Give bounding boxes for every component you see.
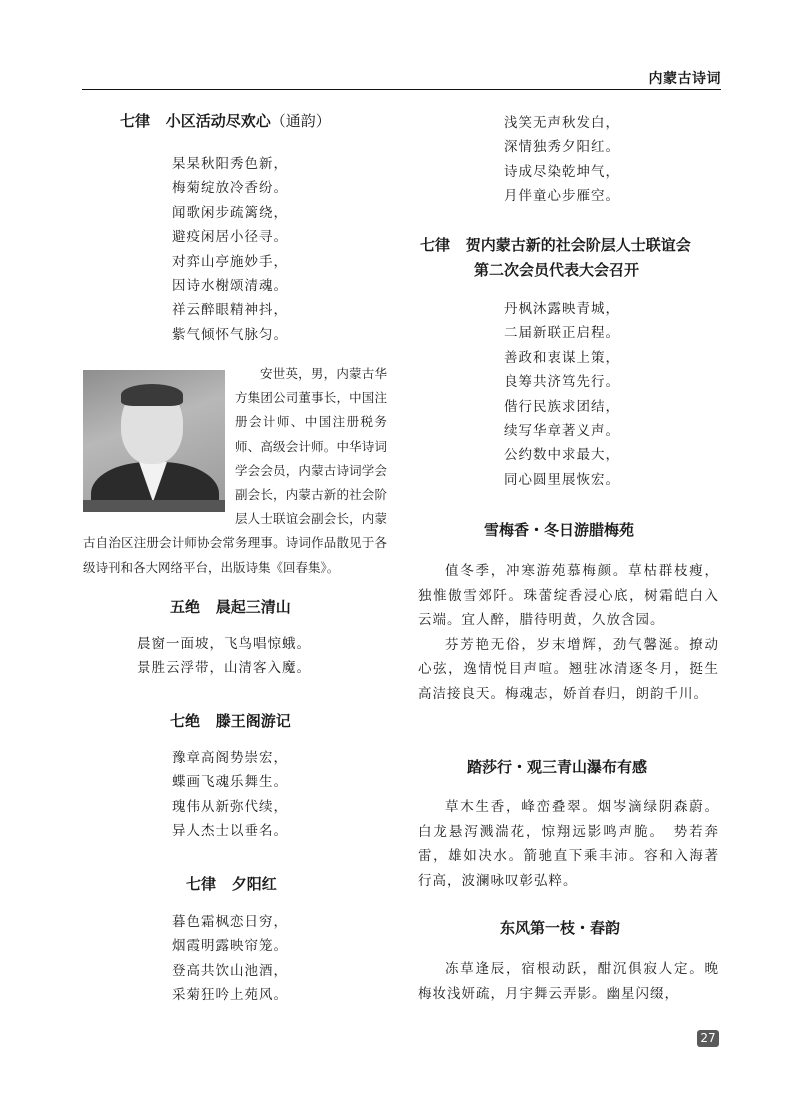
poem-line: 蝶画飞魂乐舞生。	[172, 774, 288, 791]
poem-line: 瑰伟从新弥代续，	[172, 798, 288, 815]
poem2-name: 晨起三清山	[215, 598, 291, 616]
poem4-title	[186, 874, 277, 894]
author-bio	[83, 362, 387, 580]
poem2-title	[170, 597, 291, 617]
page-number: 27	[697, 1030, 719, 1047]
author-photo	[83, 370, 225, 512]
ci-paragraph: 芬芳艳无俗，岁末增辉，劲气馨涎。撩动心弦，逸情悦目声喧。翘驻冰清逐冬月，挺生高洁接良天。梅魂志，娇首春归，朗韵千川。	[418, 636, 719, 702]
ci3-title: 东风第一枝・春韵	[500, 919, 621, 937]
poem-line: 闻歌闲步疏篱绕，	[172, 204, 288, 221]
poem3-title	[170, 711, 291, 731]
ci3-text	[418, 957, 719, 1006]
poem3-lines	[172, 746, 288, 844]
poem5-form: 七律	[420, 236, 451, 254]
ci-paragraph: 值冬季，冲寒游苑慕梅颜。草枯群枝瘦，独惟傲雪郊阡。珠蕾绽香浸心底，树霜皑白入云端。宜人醉，腊待明黄，久放含园。	[418, 563, 719, 628]
poem2-lines	[137, 632, 311, 681]
poem-line: 深情独秀夕阳红。	[504, 139, 620, 156]
poem-line: 梅菊绽放冷香纷。	[172, 180, 288, 197]
header-rule	[82, 89, 721, 90]
poem5-title	[420, 235, 691, 255]
poem-line: 偕行民族求团结，	[504, 398, 620, 415]
poem4-lines	[172, 910, 288, 1008]
ci-paragraph: 草木生香，峰峦叠翠。烟岑滴绿阴森蔚。白龙悬泻溅湍花，惊翔远影鸣声脆。 势若奔雷，雄如决水。箭驰直下乘丰沛。容和入海著行高，波澜咏叹彰弘粹。	[418, 799, 719, 889]
poem4-continued-lines	[504, 111, 620, 209]
poem4-name: 夕阳红	[231, 875, 277, 893]
poem1-lines	[172, 152, 288, 347]
poem-line: 暮色霜枫恋日穷，	[172, 914, 288, 930]
poem5-name-line1: 贺内蒙古新的社会阶层人士联谊会	[465, 236, 691, 254]
poem-line: 善政和衷谋上策，	[504, 349, 620, 366]
ci-paragraph: 冻草逢辰，宿根动跃，酣沉俱寂人定。晚梅妆浅妍疏，月宇舞云弄影。幽星闪缀，	[418, 961, 719, 1002]
running-header-title: 内蒙古诗词	[648, 71, 721, 87]
poem-line: 豫章高阁势崇宏，	[172, 750, 288, 766]
ci1-title: 雪梅香・冬日游腊梅苑	[484, 521, 635, 539]
ci2-title: 踏莎行・观三青山瀑布有感	[467, 758, 648, 776]
poem-line: 二届新联正启程。	[504, 325, 620, 342]
author-bio-text: 安世英，男，内蒙古华方集团公司董事长，中国注册会计师、中国注册税务师、高级会计师。中华诗词学会会员，内蒙古诗词学会副会长，内蒙古新的社会阶层人士联谊会副会长，内蒙古自治区注册会计师协会常务理事。诗词作品散见于各级诗刊和各大网络平台，出版诗集《回春集》。	[83, 366, 387, 575]
poem-line: 对弈山亭施妙手，	[172, 253, 288, 270]
poem-line: 杲杲秋阳秀色新，	[172, 156, 288, 172]
poem-line: 景胜云浮带，山清客入魔。	[137, 660, 311, 677]
poem-line: 浅笑无声秋发白，	[504, 115, 620, 131]
poem-line: 登高共饮山池酒，	[172, 962, 288, 979]
poem3-name: 滕王阁游记	[215, 712, 291, 730]
poem-line: 烟霞明露映帘笼。	[172, 938, 288, 955]
poem-line: 公约数中求最大，	[504, 447, 620, 464]
poem-line: 采菊狂吟上苑风。	[172, 987, 288, 1004]
poem-line: 晨窗一面坡，飞鸟唱惊蛾。	[137, 636, 311, 652]
poem-line: 祥云醉眼精神抖，	[172, 302, 288, 319]
poem-line: 月伴童心步雁空。	[504, 188, 620, 205]
poem-line: 紫气倾怀气脉匀。	[172, 326, 288, 343]
poem-line: 同心圆里展恢宏。	[504, 471, 620, 488]
poem-line: 避疫闲居小径寻。	[172, 229, 288, 246]
poem5-title-line2: 第二次会员代表大会召开	[474, 261, 640, 279]
ci2-text	[418, 795, 719, 893]
poem5-lines	[504, 297, 620, 492]
poem1-note: （通韵）	[270, 112, 331, 130]
poem1-title	[120, 111, 331, 131]
poem2-form: 五绝	[170, 598, 201, 616]
poem3-form: 七绝	[170, 712, 201, 730]
poem-line: 异人杰士以垂名。	[172, 823, 288, 840]
poem-line: 丹枫沐露映青城，	[504, 301, 620, 317]
poem1-name: 小区活动尽欢心	[165, 112, 271, 130]
poem-line: 因诗水榭颂清魂。	[172, 277, 288, 294]
poem1-form: 七律	[120, 112, 151, 130]
poem4-form: 七律	[186, 875, 217, 893]
poem-line: 良筹共济笃先行。	[504, 374, 620, 391]
poem-line: 诗成尽染乾坤气，	[504, 163, 620, 180]
ci1-text	[418, 559, 719, 706]
poem-line: 续写华章著义声。	[504, 422, 620, 439]
